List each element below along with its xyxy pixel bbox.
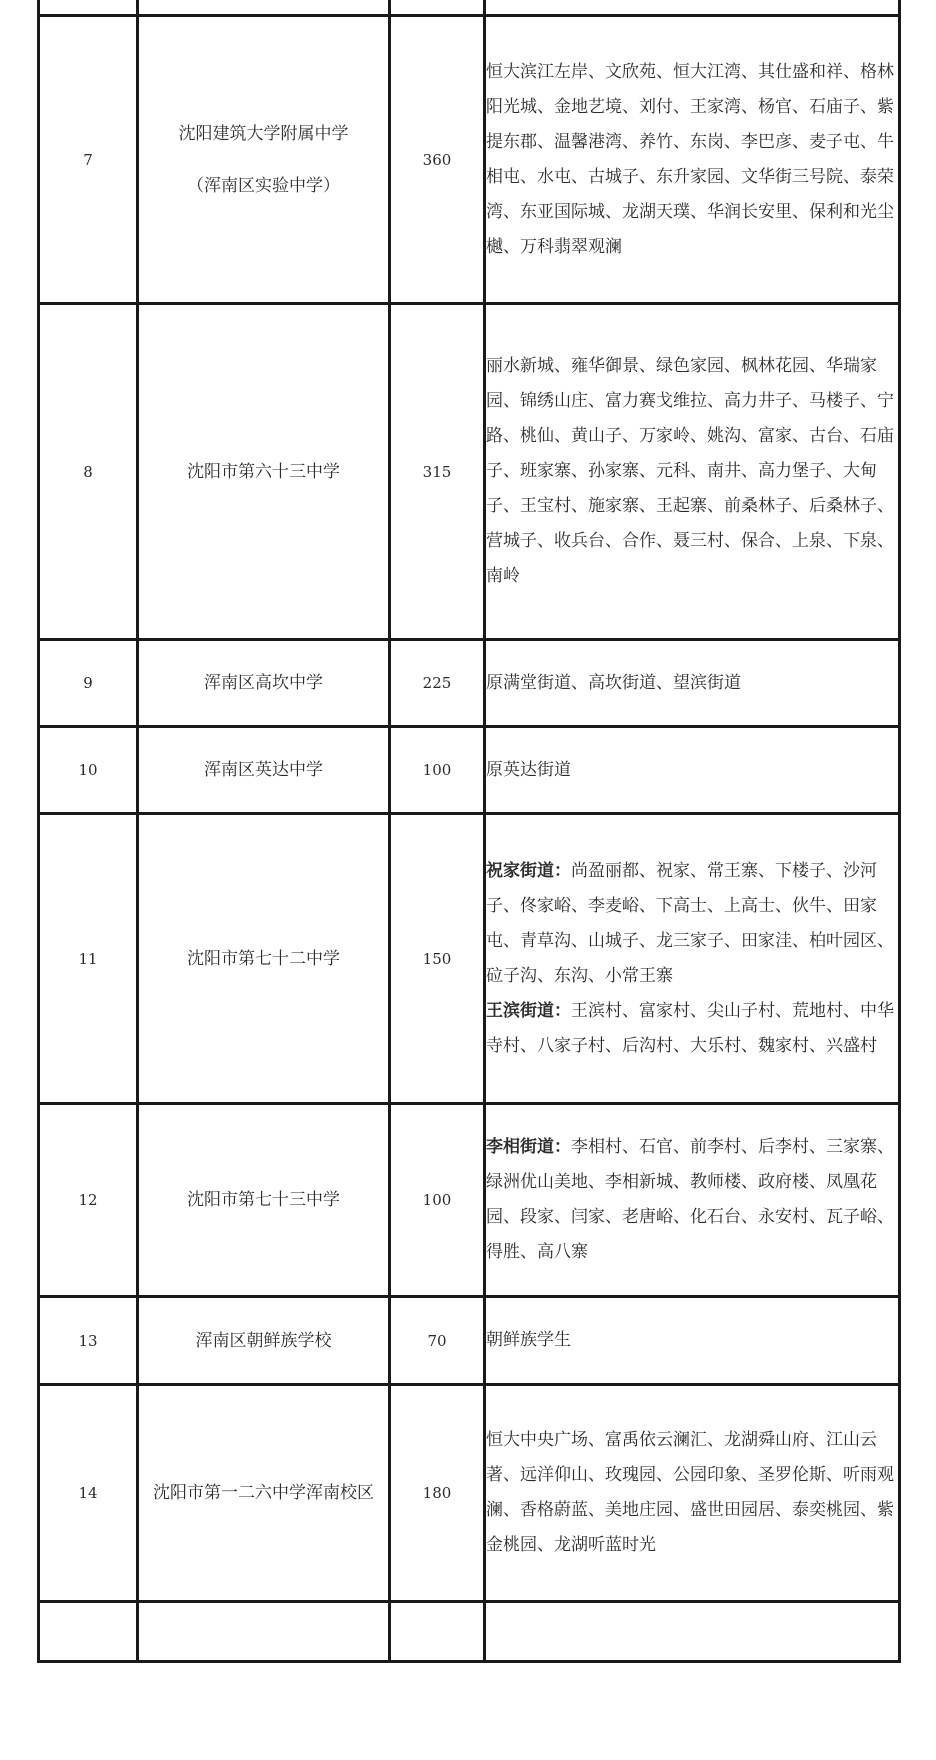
table-row	[39, 1297, 900, 1385]
street-label: 王滨街道：	[486, 1000, 571, 1021]
area-list: 朝鲜族学生	[486, 1330, 571, 1350]
area-list: 丽水新城、雍华御景、绿色家园、枫林花园、华瑞家园、锦绣山庄、富力赛戈维拉、高力井子、马楼子、宁路、桃仙、黄山子、万家岭、姚沟、富家、古台、石庙子、班家寨、孙家寨、元科、南井、高力堡子、大甸子、王宝村、施家寨、王起寨、前桑林子、后桑林子、营城子、收兵台、合作、聂三村、保合、上泉、下泉、南岭	[486, 356, 894, 586]
school-name-line: （浑南区实验中学）	[187, 175, 340, 196]
school-name-line: 浑南区英达中学	[204, 760, 323, 780]
area-list: 原英达街道	[486, 759, 571, 780]
row-number: 12	[39, 1104, 138, 1297]
table-row	[39, 640, 900, 727]
row-number: 9	[39, 640, 138, 727]
quota: 100	[390, 727, 485, 814]
area-list: 李相村、石官、前李村、后李村、三家寨、绿洲优山美地、李相新城、教师楼、政府楼、凤凰花园、段家、闫家、老唐峪、化石台、永安村、瓦子峪、得胜、高八寨	[486, 1137, 894, 1262]
school-name	[138, 1385, 390, 1602]
quota: 70	[390, 1297, 485, 1385]
area-text	[486, 753, 898, 788]
area-text	[486, 666, 898, 701]
area-list: 恒大滨江左岸、文欣苑、恒大江湾、其仕盛和祥、格林阳光城、金地艺境、刘付、王家湾、杨官、石庙子、紫提东郡、温馨港湾、养竹、东岗、李巴彦、麦子屯、牛相屯、水屯、古城子、东升家园、文华街三号院、泰荣湾、东亚国际城、龙湖天璞、华润长安里、保利和光尘樾、万科翡翠观澜	[486, 61, 894, 257]
quota: 360	[390, 16, 485, 304]
school-name	[138, 0, 390, 16]
enrollment-area	[485, 1385, 900, 1602]
row-number: 8	[39, 304, 138, 640]
area-text	[486, 854, 898, 994]
row-number: 7	[39, 16, 138, 304]
row-number: 11	[39, 814, 138, 1104]
row-number: 14	[39, 1385, 138, 1602]
quota: 225	[390, 640, 485, 727]
enrollment-area	[485, 0, 900, 16]
enrollment-area	[485, 1297, 900, 1385]
row-number	[39, 0, 138, 16]
table-row	[39, 1385, 900, 1602]
school-name-line: 沈阳市第七十二中学	[187, 948, 340, 969]
area-text	[486, 1423, 898, 1563]
table-row	[39, 16, 900, 304]
school-name	[138, 1297, 390, 1385]
school-name-line: 浑南区朝鲜族学校	[195, 1330, 332, 1351]
enrollment-area	[485, 640, 900, 727]
enrollment-area	[485, 304, 900, 640]
school-name	[138, 814, 390, 1104]
table-row	[39, 0, 900, 16]
area-text	[486, 994, 898, 1064]
table-row	[39, 1104, 900, 1297]
area-list: 尚盈丽都、祝家、常王寨、下楼子、沙河子、佟家峪、李麦峪、下高士、上高士、伙牛、田家屯、青草沟、山城子、龙三家子、田家洼、柏叶园区、砬子沟、东沟、小常王寨	[486, 860, 894, 986]
school-name	[138, 727, 390, 814]
school-name-line: 浑南区高坎中学	[204, 673, 323, 693]
table-row	[39, 304, 900, 640]
table-row	[39, 814, 900, 1104]
quota: 180	[390, 1385, 485, 1602]
school-name	[138, 304, 390, 640]
row-number	[39, 1602, 138, 1662]
area-text	[486, 349, 898, 594]
area-list: 王滨村、富家村、尖山子村、荒地村、中华寺村、八家子村、后沟村、大乐村、魏家村、兴盛村	[486, 1000, 894, 1056]
enrollment-area	[485, 727, 900, 814]
table-row	[39, 727, 900, 814]
area-list: 恒大中央广场、富禹依云澜汇、龙湖舜山府、江山云著、远洋仰山、玫瑰园、公园印象、圣罗伦斯、听雨观澜、香格蔚蓝、美地庄园、盛世田园居、泰奕桃园、紫金桃园、龙湖听蓝时光	[486, 1430, 894, 1555]
area-text	[486, 55, 898, 265]
school-name-line: 沈阳建筑大学附属中学	[178, 123, 349, 144]
quota	[390, 1602, 485, 1662]
school-name	[138, 1602, 390, 1662]
quota: 100	[390, 1104, 485, 1297]
enrollment-area	[485, 814, 900, 1104]
area-text	[486, 1323, 898, 1358]
table-body	[39, 0, 900, 1662]
school-name	[138, 16, 390, 304]
school-name	[138, 640, 390, 727]
area-text	[486, 1130, 898, 1270]
street-label: 祝家街道：	[486, 860, 571, 881]
quota: 150	[390, 814, 485, 1104]
enrollment-area	[485, 1602, 900, 1662]
quota: 315	[390, 304, 485, 640]
enrollment-area	[485, 16, 900, 304]
school-name	[138, 1104, 390, 1297]
enrollment-table	[37, 0, 901, 1663]
row-number: 13	[39, 1297, 138, 1385]
table-row	[39, 1602, 900, 1662]
row-number: 10	[39, 727, 138, 814]
school-name-line: 沈阳市第一二六中学浑南校区	[153, 1483, 374, 1503]
school-name-line: 沈阳市第七十三中学	[187, 1190, 340, 1210]
quota	[390, 0, 485, 16]
school-name-line: 沈阳市第六十三中学	[187, 461, 340, 482]
street-label: 李相街道：	[486, 1137, 571, 1157]
area-list: 原满堂街道、高坎街道、望滨街道	[486, 672, 741, 693]
enrollment-area	[485, 1104, 900, 1297]
